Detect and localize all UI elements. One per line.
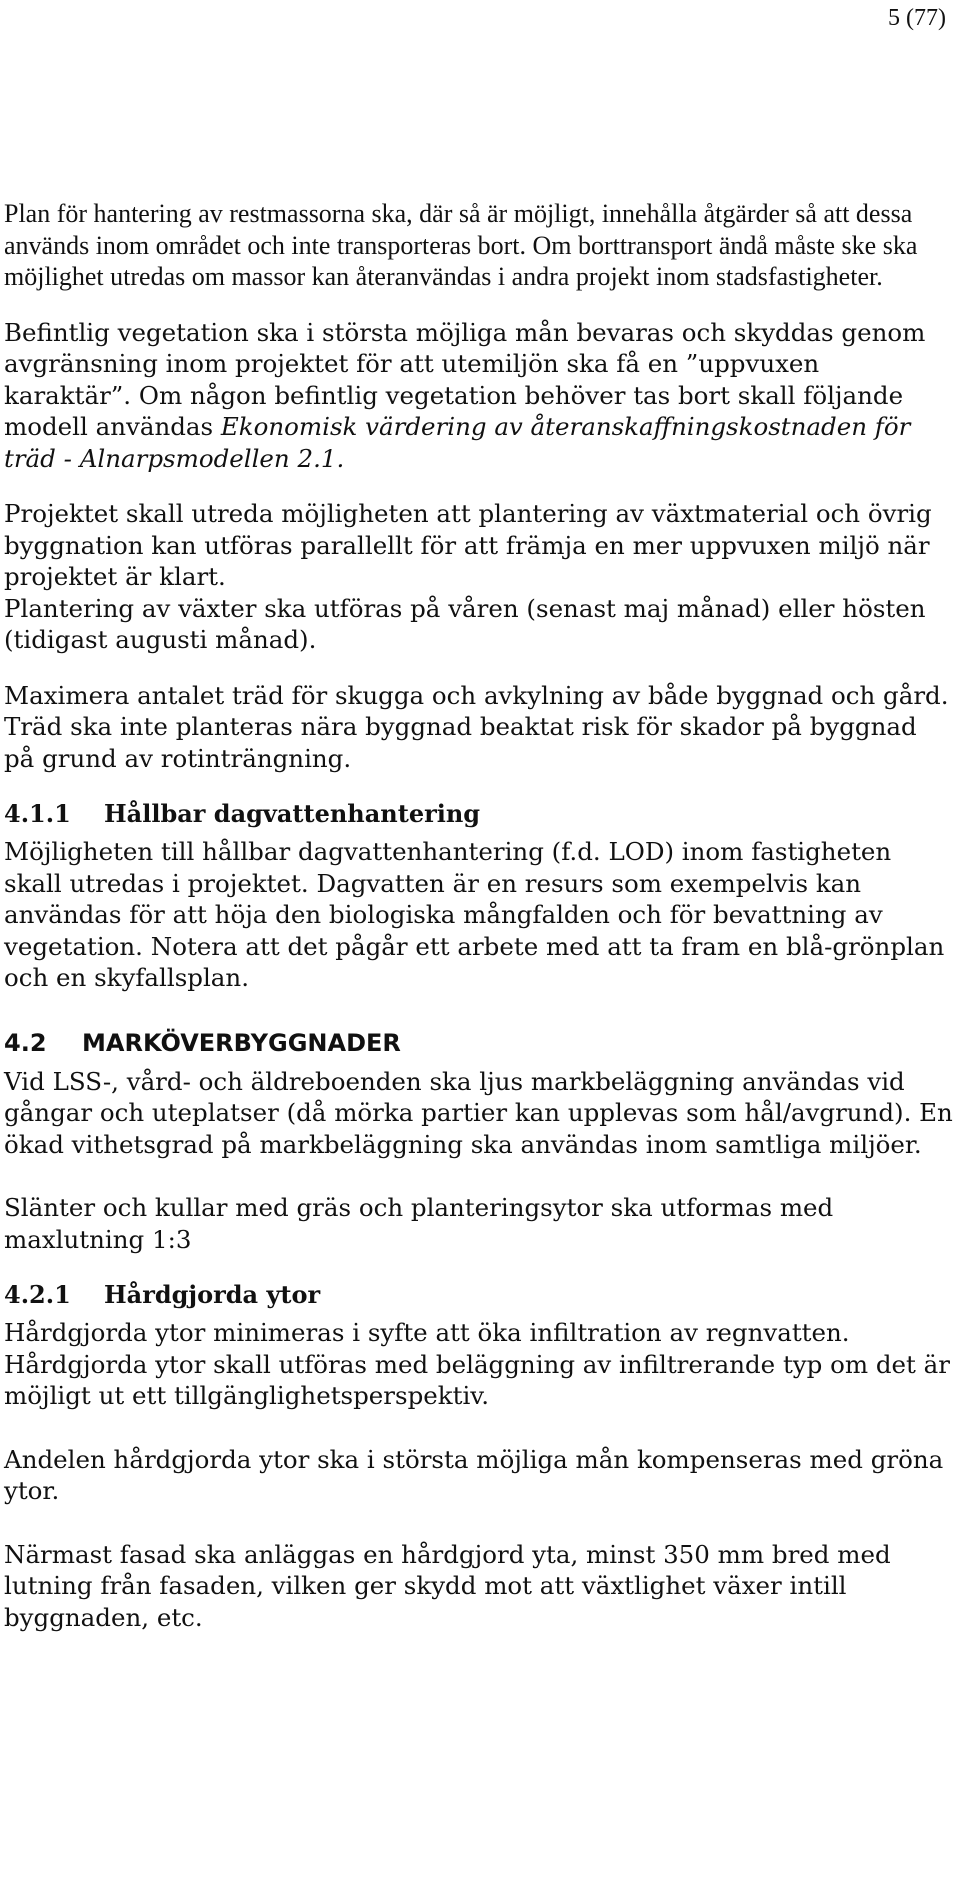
paragraph-hardgjorda-infiltrerande: Hårdgjorda ytor skall utföras med beläggning av infiltrerande typ om det är möjligt ut ett tillgänglighetsperspektiv. xyxy=(4,1349,951,1410)
paragraph-plantering-parallellt: Projektet skall utreda möjligheten att plantering av växtmaterial och övrig byggnation kan utföras parallellt för att främja en mer uppvuxen miljö när projektet är klart. xyxy=(4,499,932,591)
paragraph-markbelaggning: Vid LSS-, vård- och äldreboenden ska ljus markbeläggning användas vid gångar och uteplatser (då mörka partier kan upplevas som hål/avgrund). En ökad vithetsgrad på markbeläggning ska användas inom samtliga miljöer. xyxy=(4,1066,953,1159)
paragraph-restmassor: Plan för hantering av restmassorna ska, där så är möjligt, innehålla åtgärder så att dessa används inom området och inte transporteras bort. Om borttransport ändå måste ske ska möjlighet utredas om massor kan återanvändas i andra projekt inom stadsfastigheter. xyxy=(4,199,918,291)
paragraph-hardgjorda-minimeras: Hårdgjorda ytor minimeras i syfte att öka infiltration av regnvatten. xyxy=(4,1318,850,1347)
document-body xyxy=(4,198,954,1633)
heading-title: MARKÖVERBYGGNADER xyxy=(82,1028,401,1057)
heading-4-1-1 xyxy=(4,798,954,830)
heading-title: Hållbar dagvattenhantering xyxy=(104,799,481,828)
paragraph-maximera-trad: Maximera antalet träd för skugga och avkylning av både byggnad och gård. xyxy=(4,680,949,710)
paragraph-vegetation-text: Befintlig vegetation ska i största möjliga mån bevaras och skyddas genom avgränsning inom projektet för att utemiljön ska få en ”uppvuxen karaktär”. Om någon befintlig vegetation behöver tas bort skall följande modell användas xyxy=(4,317,926,441)
heading-number: 4.1.1 xyxy=(4,799,71,828)
paragraph-trad-avstand: Träd ska inte planteras nära byggnad beaktat risk för skador på byggnad på grund av rotinträngning. xyxy=(4,712,917,773)
paragraph-narmast-fasad: Närmast fasad ska anläggas en hårdgjord yta, minst 350 mm bred med lutning från fasaden, vilken ger skydd mot att växtlighet växer intill byggnaden, etc. xyxy=(4,1539,891,1632)
paragraph-plantering-tid: Plantering av växter ska utföras på våren (senast maj månad) eller hösten (tidigast augusti månad). xyxy=(4,593,926,654)
heading-number: 4.2 xyxy=(4,1028,47,1057)
heading-4-2-1 xyxy=(4,1279,954,1311)
page-number: 5 (77) xyxy=(888,5,946,31)
heading-number: 4.2.1 xyxy=(4,1280,71,1309)
heading-4-2 xyxy=(4,1026,954,1060)
paragraph-slanter: Slänter och kullar med gräs och planteringsytor ska utformas med maxlutning 1:3 xyxy=(4,1193,834,1254)
paragraph-vegetation xyxy=(4,317,954,475)
paragraph-dagvatten: Möjligheten till hållbar dagvattenhantering (f.d. LOD) inom fastigheten skall utredas i projektet. Dagvatten är en resurs som exempelvis kan användas för att höja den biologiska mångfalden och för bevattning av vegetation. Notera att det pågår ett arbete med att ta fram en blå-grönplan och en skyfallsplan. xyxy=(4,837,945,992)
alnarpsmodellen-reference: Ekonomisk värdering av återanskaffningskostnaden för träd - Alnarpsmodellen 2.1. xyxy=(4,412,911,473)
heading-title: Hårdgjorda ytor xyxy=(104,1280,321,1309)
paragraph-andelen-hardgjorda: Andelen hårdgjorda ytor ska i största möjliga mån kompenseras med gröna ytor. xyxy=(4,1444,944,1505)
